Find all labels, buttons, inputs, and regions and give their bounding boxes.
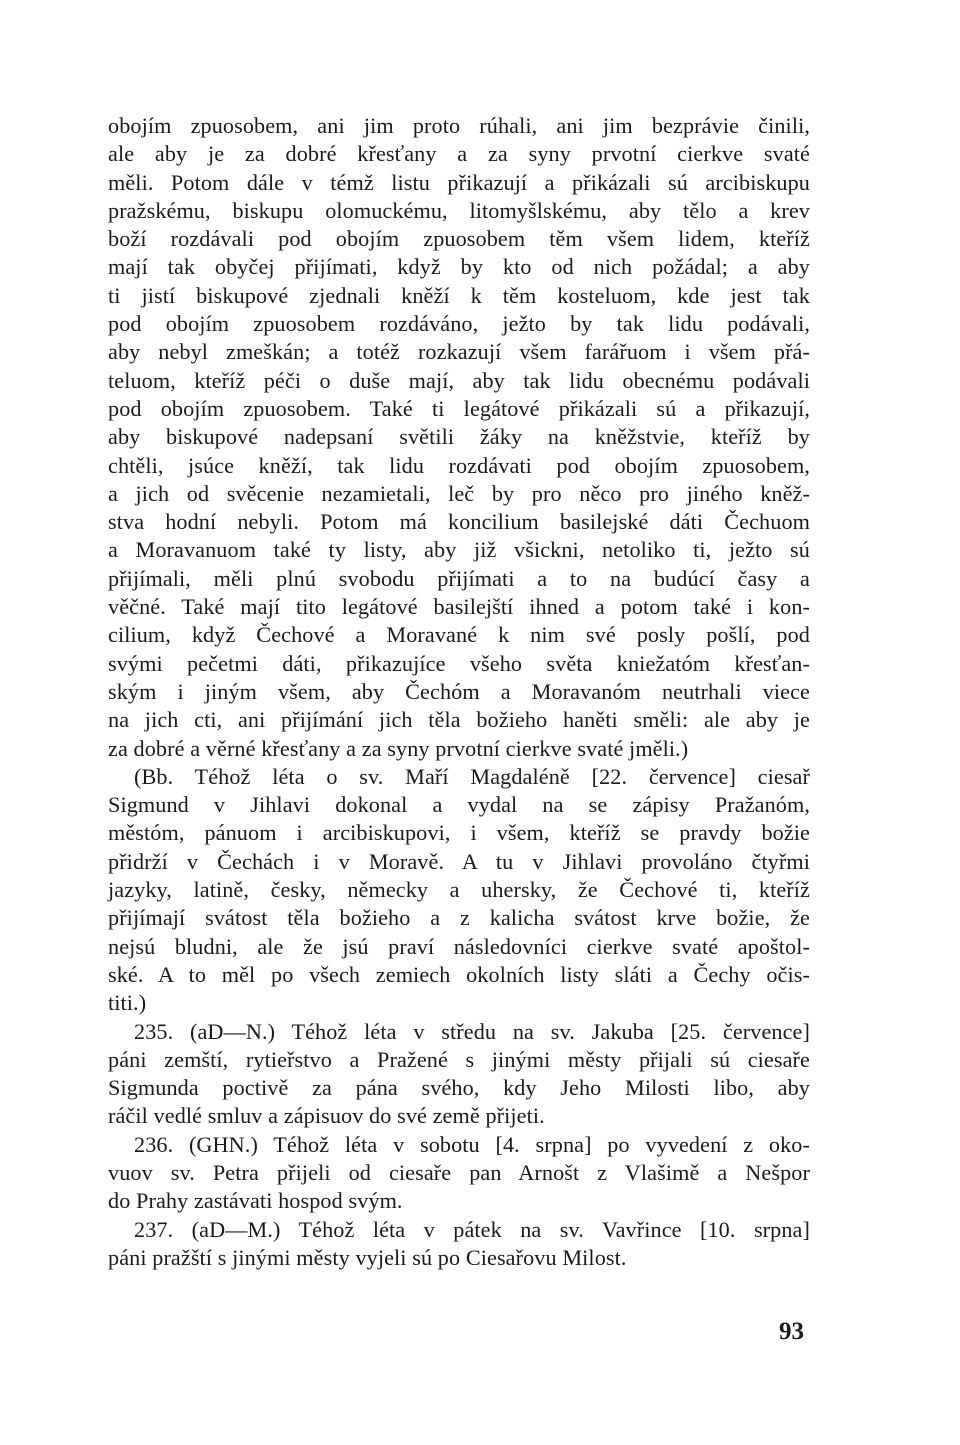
text-line: pod obojím zpuosobem. Také ti legátové přikázali sú a přikazují, [108, 395, 810, 421]
text-line: aby biskupové nadepsaní světili žáky na kněžstvie, kteříž by [108, 424, 810, 450]
text-line: mají tak obyčej přijímati, když by kto od nich požádal; a aby [108, 254, 810, 280]
text-line: přidrží v Čechách i v Moravě. A tu v Jihlavi provoláno čtyřmi [108, 848, 810, 874]
text-line: páni zemští, rytieřstvo a Pražené s jinými městy přijali sú ciesaře [108, 1046, 810, 1072]
text-line: pod obojím zpuosobem rozdáváno, ježto by tak lidu podávali, [108, 311, 810, 337]
text-line: Sigmunda poctivě za pána svého, kdy Jeho Milosti libo, aby [108, 1075, 810, 1101]
text-line: přijímali, měli plnú svobodu přijímati a to na budúcí časy a [108, 565, 810, 591]
text-line: a jich od svěcenie nezamietali, leč by pro něco pro jiného kněž- [108, 480, 810, 506]
page-number: 93 [779, 1318, 804, 1345]
entry-237-start-line: 237. (aD—M.) Téhož léta v pátek na sv. Vavřince [10. srpna] [134, 1216, 810, 1242]
text-line: věčné. Také mají tito legátové basilejští ihned a potom také i kon- [108, 594, 810, 620]
text-line: Sigmund v Jihlavi dokonal a vydal na se zápisy Pražanóm, [108, 792, 810, 818]
text-line: stva hodní nebyli. Potom má koncilium basilejské dáti Čechuom [108, 509, 810, 535]
text-line: chtěli, jsúce kněží, tak lidu rozdávati pod obojím zpuosobem, [108, 452, 810, 478]
text-line: teluom, kteříž péči o duše mají, aby tak lidu obecnému podávali [108, 367, 810, 393]
text-line: vuov sv. Petra přijeli od ciesaře pan Arnošt z Vlašimě a Nešpor [108, 1159, 810, 1185]
text-line: páni pražští s jinými městy vyjeli sú po Ciesařovu Milost. [108, 1244, 627, 1270]
text-line: ráčil vedlé smluv a zápisuov do své země přijeti. [108, 1103, 545, 1129]
text-body [108, 112, 810, 1272]
entry-235-start-line: 235. (aD—N.) Téhož léta v středu na sv. Jakuba [25. července] [134, 1018, 810, 1044]
text-line: přijímají svátost těla božieho a z kalicha svátost krve božie, že [108, 905, 810, 931]
text-line: nejsú bludni, ale že jsú praví následovníci cierkve svaté apoštol- [108, 933, 810, 959]
paragraph-start-line: (Bb. Téhož léta o sv. Maří Magdaléně [22. července] ciesař [134, 763, 810, 789]
text-line: do Prahy zastávati hospod svým. [108, 1188, 403, 1214]
entry-236-start-line: 236. (GHN.) Téhož léta v sobotu [4. srpna] po vyvedení z oko- [134, 1131, 810, 1157]
text-line: aby nebyl zmeškán; a totéž rozkazují všem farářuom i všem přá- [108, 339, 810, 365]
text-line: titi.) [108, 990, 147, 1016]
text-line: pražskému, biskupu olomuckému, litomyšlskému, aby tělo a krev [108, 197, 810, 223]
text-line: cilium, když Čechové a Moravané k nim své posly pošlí, pod [108, 622, 810, 648]
text-line: na jich cti, ani přijímání jich těla božieho haněti směli: ale aby je [108, 707, 810, 733]
text-line: obojím zpuosobem, ani jim proto rúhali, ani jim bezprávie činili, [108, 113, 810, 138]
text-line: jazyky, latině, česky, německy a uhersky, že Čechové ti, kteříž [108, 877, 810, 903]
text-line: a Moravanuom také ty listy, aby již všickni, netoliko ti, ježto sú [108, 537, 810, 563]
text-line: městóm, pánuom i arcibiskupovi, i všem, kteříž se pravdy božie [108, 820, 810, 846]
text-line: svými pečetmi dáti, přikazujíce všeho světa kniežatóm křesťan- [108, 650, 810, 676]
text-line: boží rozdávali pod obojím zpuosobem těm všem lidem, kteříž [108, 226, 810, 252]
text-line: ské. A to měl po všech zemiech okolních listy sláti a Čechy očis- [108, 961, 810, 987]
text-line: měli. Potom dále v témž listu přikazují a přikázali sú arcibiskupu [108, 169, 810, 195]
text-line: ale aby je za dobré křesťany a za syny prvotní cierkve svaté [108, 141, 810, 167]
text-line: ským i jiným všem, aby Čechóm a Moravanóm neutrhali viece [108, 678, 810, 704]
text-line: ti jistí biskupové zjednali kněží k těm kosteluom, kde jest tak [108, 282, 810, 308]
text-line: za dobré a věrné křesťany a za syny prvotní cierkve svaté jměli.) [108, 735, 689, 761]
